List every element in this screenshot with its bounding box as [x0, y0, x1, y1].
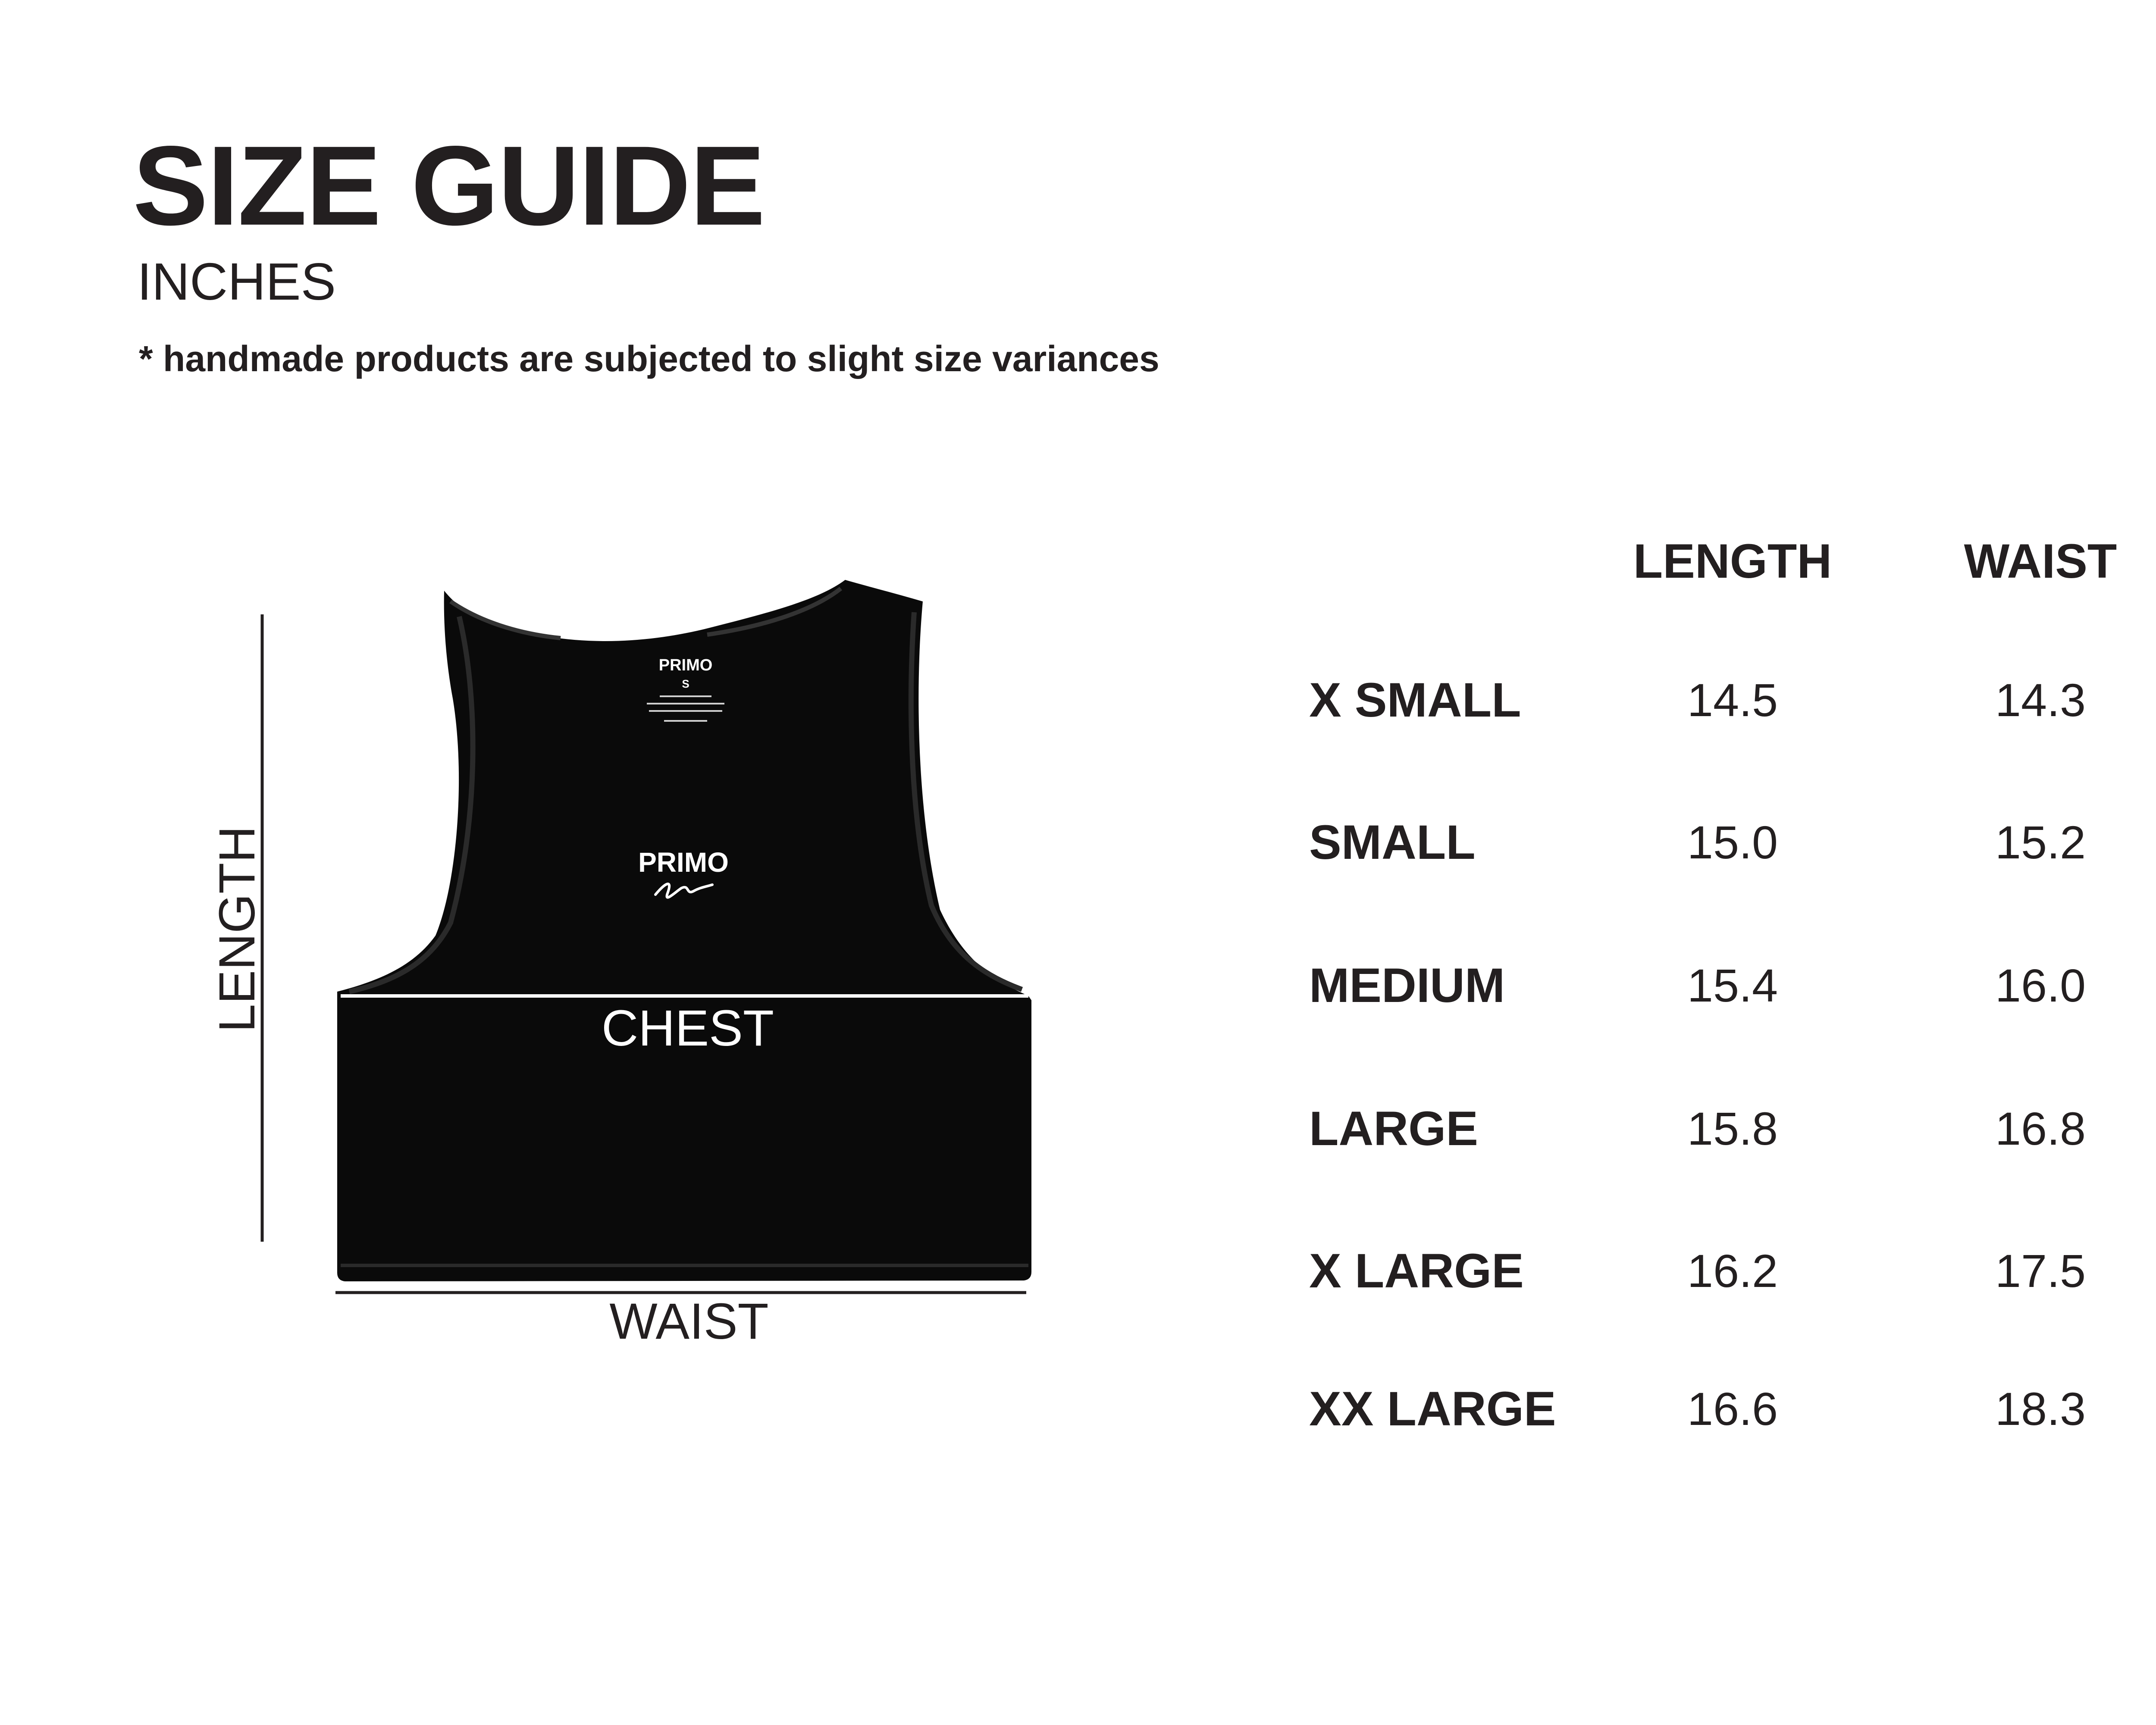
page-title: SIZE GUIDE	[133, 122, 765, 249]
column-header-length: LENGTH	[1633, 534, 1832, 588]
length-value: 16.2	[1687, 1245, 1778, 1297]
chest-label: CHEST	[602, 1000, 774, 1057]
size-label: MEDIUM	[1309, 958, 1505, 1012]
waist-value: 14.3	[1995, 674, 2086, 726]
unit-label: INCHES	[137, 252, 336, 311]
waist-value: 17.5	[1995, 1245, 2086, 1297]
length-value: 16.6	[1687, 1383, 1778, 1435]
waist-value: 16.0	[1995, 959, 2086, 1011]
size-label: LARGE	[1309, 1102, 1478, 1155]
length-value: 15.8	[1687, 1102, 1778, 1155]
tank-top-illustration	[337, 580, 1031, 1281]
length-value: 15.0	[1687, 816, 1778, 868]
size-label: X SMALL	[1309, 673, 1521, 727]
column-header-waist: WAIST	[1964, 534, 2117, 588]
neck-label-size: S	[682, 677, 689, 690]
length-label: LENGTH	[209, 826, 266, 1033]
size-table	[1294, 517, 2156, 1466]
waist-label: WAIST	[609, 1293, 769, 1350]
variance-note: * handmade products are subjected to slight size variances	[139, 338, 1159, 379]
length-value: 14.5	[1687, 674, 1778, 726]
waist-value: 16.8	[1995, 1102, 2086, 1155]
size-label: XX LARGE	[1309, 1382, 1556, 1436]
chest-print-brand: PRIMO	[638, 847, 729, 878]
length-value: 15.4	[1687, 959, 1778, 1011]
neck-label-brand: PRIMO	[658, 656, 713, 674]
size-label: SMALL	[1309, 815, 1476, 869]
size-label: X LARGE	[1309, 1244, 1524, 1298]
waist-value: 18.3	[1995, 1383, 2086, 1435]
garment-diagram	[0, 0, 1121, 1466]
waist-value: 15.2	[1995, 816, 2086, 868]
